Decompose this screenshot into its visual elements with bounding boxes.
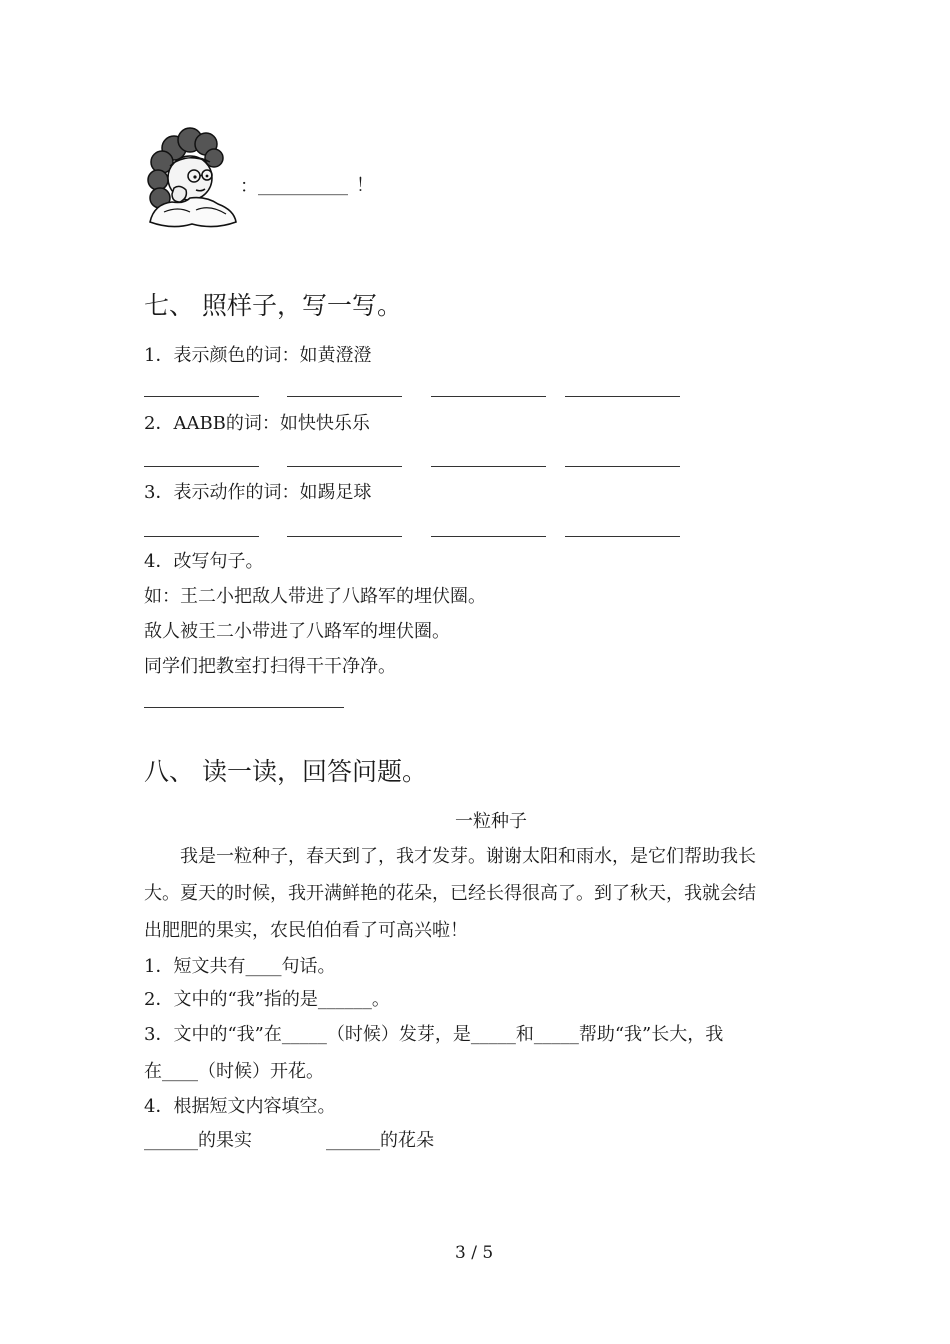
story-paragraph-line-2: 大。夏天的时候，我开满鲜艳的花朵，已经长得很高了。到了秋天，我就会结	[144, 883, 756, 904]
answer-line[interactable]	[144, 707, 344, 708]
answer-line[interactable]	[287, 396, 402, 397]
question-2: 2．文中的“我”指的是______。	[144, 989, 390, 1010]
item-1-text: 1．表示颜色的词：如黄澄澄	[144, 345, 372, 366]
question-3-line-1: 3．文中的“我”在_____（时候）发芽，是_____和_____帮助“我”长大，我	[144, 1024, 724, 1045]
item-4-text: 4．改写句子。	[144, 551, 264, 572]
section-7-heading: 七、 照样子，写一写。	[144, 291, 402, 320]
answer-line[interactable]	[144, 466, 259, 467]
thinking-girl-illustration	[144, 126, 240, 232]
item-2-text: 2．AABB的词：如快快乐乐	[144, 413, 370, 434]
question-3-line-2: 在____（时候）开花。	[144, 1061, 324, 1082]
example-sentence-original: 如：王二小把敌人带进了八路军的埋伏圈。	[144, 586, 486, 607]
answer-line[interactable]	[565, 536, 680, 537]
fill-flower: ______的花朵	[326, 1130, 434, 1151]
item-3-text: 3．表示动作的词：如踢足球	[144, 482, 372, 503]
answer-line[interactable]	[287, 466, 402, 467]
answer-line[interactable]	[431, 396, 546, 397]
answer-line[interactable]	[287, 536, 402, 537]
question-4: 4．根据短文内容填空。	[144, 1096, 336, 1117]
story-title: 一粒种子	[455, 811, 527, 832]
story-paragraph-line-3: 出肥肥的果实，农民伯伯看了可高兴啦！	[144, 920, 468, 941]
answer-line[interactable]	[144, 536, 259, 537]
answer-line[interactable]	[565, 466, 680, 467]
colon: ：	[240, 176, 258, 197]
answer-blank[interactable]: __________	[258, 175, 348, 196]
page-number: 3 / 5	[455, 1243, 494, 1263]
question-1: 1．短文共有____句话。	[144, 956, 336, 977]
answer-line[interactable]	[431, 536, 546, 537]
exclamation-mark: ！	[356, 175, 374, 196]
story-paragraph-line-1: 我是一粒种子，春天到了，我才发芽。谢谢太阳和雨水，是它们帮助我长	[180, 846, 756, 867]
answer-line[interactable]	[431, 466, 546, 467]
fill-fruit: ______的果实	[144, 1130, 252, 1151]
section-8-heading: 八、 读一读，回答问题。	[144, 757, 427, 786]
example-sentence-rewritten: 敌人被王二小带进了八路军的埋伏圈。	[144, 621, 450, 642]
task-sentence: 同学们把教室打扫得干干净净。	[144, 656, 396, 677]
answer-line[interactable]	[144, 396, 259, 397]
answer-line[interactable]	[565, 396, 680, 397]
